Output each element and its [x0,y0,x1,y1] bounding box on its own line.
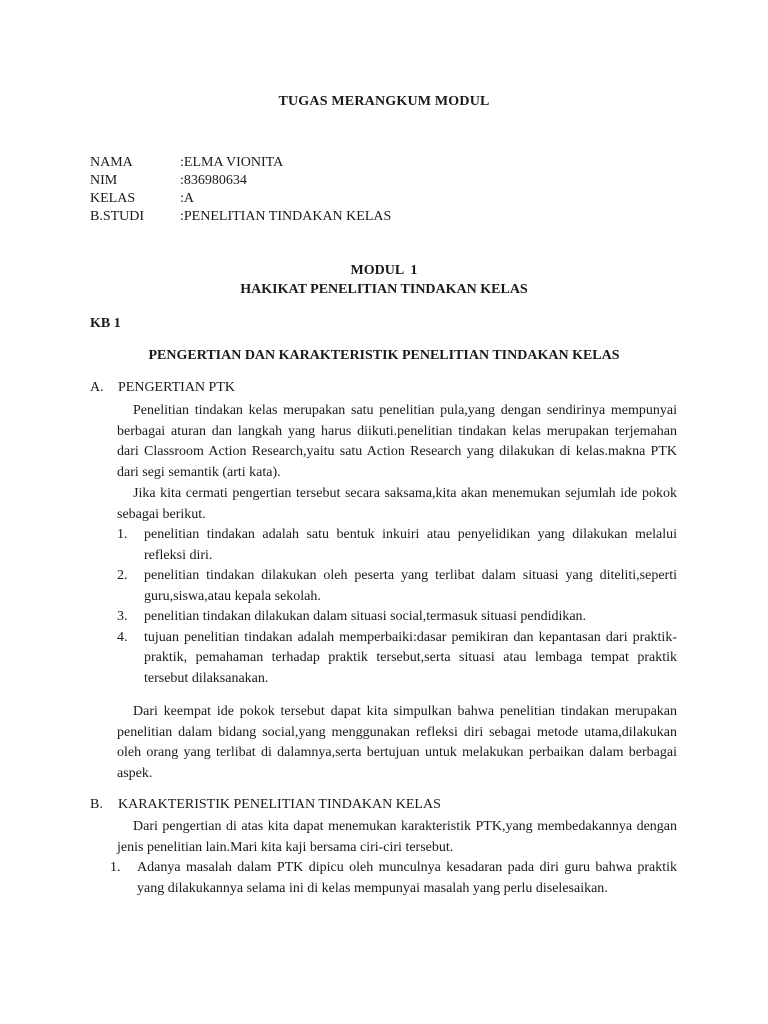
document-title: TUGAS MERANGKUM MODUL [278,94,490,109]
list-item [117,566,677,607]
info-row-bstudi [90,208,391,226]
section-a-list [117,525,677,689]
section-title: KARAKTERISTIK PENELITIAN TINDAKAN KELAS [118,797,441,812]
modul-number: MODUL 1 [350,263,418,278]
info-key: KELAS [90,191,136,206]
list-number: 2. [117,568,128,583]
list-number: 4. [117,629,128,645]
info-row-kelas [90,190,391,208]
modul-title: HAKIKAT PENELITIAN TINDAKAN KELAS [240,282,528,297]
section-a-paragraph-2: Jika kita cermati pengertian tersebut secara saksama,kita akan menemukan sejumlah ide pokok sebagai berikut. [117,486,677,522]
section-a-conclusion: Dari keempat ide pokok tersebut dapat kita simpulkan bahwa penelitian tindakan merupakan penelitian dalam bidang social,yang menggunakan refleksi diri sebagai metode utama,dilakukan oleh orang yang terlibat di dalamnya,serta bertujuan untuk melakukan perbaikan dalam berbagai aspek. [117,704,677,781]
info-value: :A [180,191,194,206]
list-number: 1. [110,860,121,875]
kb-label: KB 1 [90,316,121,331]
section-letter: B. [90,797,103,812]
section-a-paragraph-1: Penelitian tindakan kelas merupakan satu penelitian pula,yang dengan sendirinya mempunyai berbagai aturan dan langkah yang harus diikuti.penelitian tindakan kelas merupakan terjemahan dari Classroom Action Research,yaitu satu Action Research yang dilakukan di kelas.makna PTK dari segi semantik (arti kata). [117,403,677,480]
list-text: penelitian tindakan adalah satu bentuk inkuiri atau penyelidikan yang dilakukan melalui refleksi diri. [144,527,677,563]
list-item [117,525,677,566]
section-a-heading [90,380,235,396]
list-number: 1. [117,527,128,542]
list-item [117,628,677,690]
list-item [117,607,677,628]
info-value: :836980634 [180,173,247,188]
student-info [90,154,391,226]
info-value: :PENELITIAN TINDAKAN KELAS [180,209,392,224]
section-b-paragraph-1: Dari pengertian di atas kita dapat menemukan karakteristik PTK,yang membedakannya dengan jenis penelitian lain.Mari kita kaji bersama ciri-ciri tersebut. [117,819,677,855]
info-key: NIM [90,173,118,188]
kb-title: PENGERTIAN DAN KARAKTERISTIK PENELITIAN TINDAKAN KELAS [148,348,620,363]
info-value: :ELMA VIONITA [180,155,284,170]
list-item [110,858,677,899]
info-row-nim [90,172,391,190]
list-number: 3. [117,609,128,624]
section-letter: A. [90,380,104,395]
info-key: B.STUDI [90,209,145,224]
info-key: NAMA [90,155,133,170]
section-title: PENGERTIAN PTK [118,380,235,395]
list-text: Adanya masalah dalam PTK dipicu oleh munculnya kesadaran pada diri guru bahwa praktik yang dilakukannya selama ini di kelas mempunyai masalah yang perlu diselesaikan. [137,860,677,896]
section-b-list [110,858,677,899]
list-text: tujuan penelitian tindakan adalah memperbaiki:dasar pemikiran dan kepantasan dari praktik-praktik, pemahaman terhadap praktik tersebut,serta situasi atau lembaga tempat praktik tersebut dilaksanakan. [144,629,677,686]
section-b-heading [90,797,441,813]
list-text: penelitian tindakan dilakukan dalam situasi social,termasuk situasi pendidikan. [144,609,587,624]
list-text: penelitian tindakan dilakukan oleh peserta yang terlibat dalam situasi yang diteliti,seperti guru,siswa,atau kepala sekolah. [144,568,677,604]
info-row-nama [90,154,391,172]
